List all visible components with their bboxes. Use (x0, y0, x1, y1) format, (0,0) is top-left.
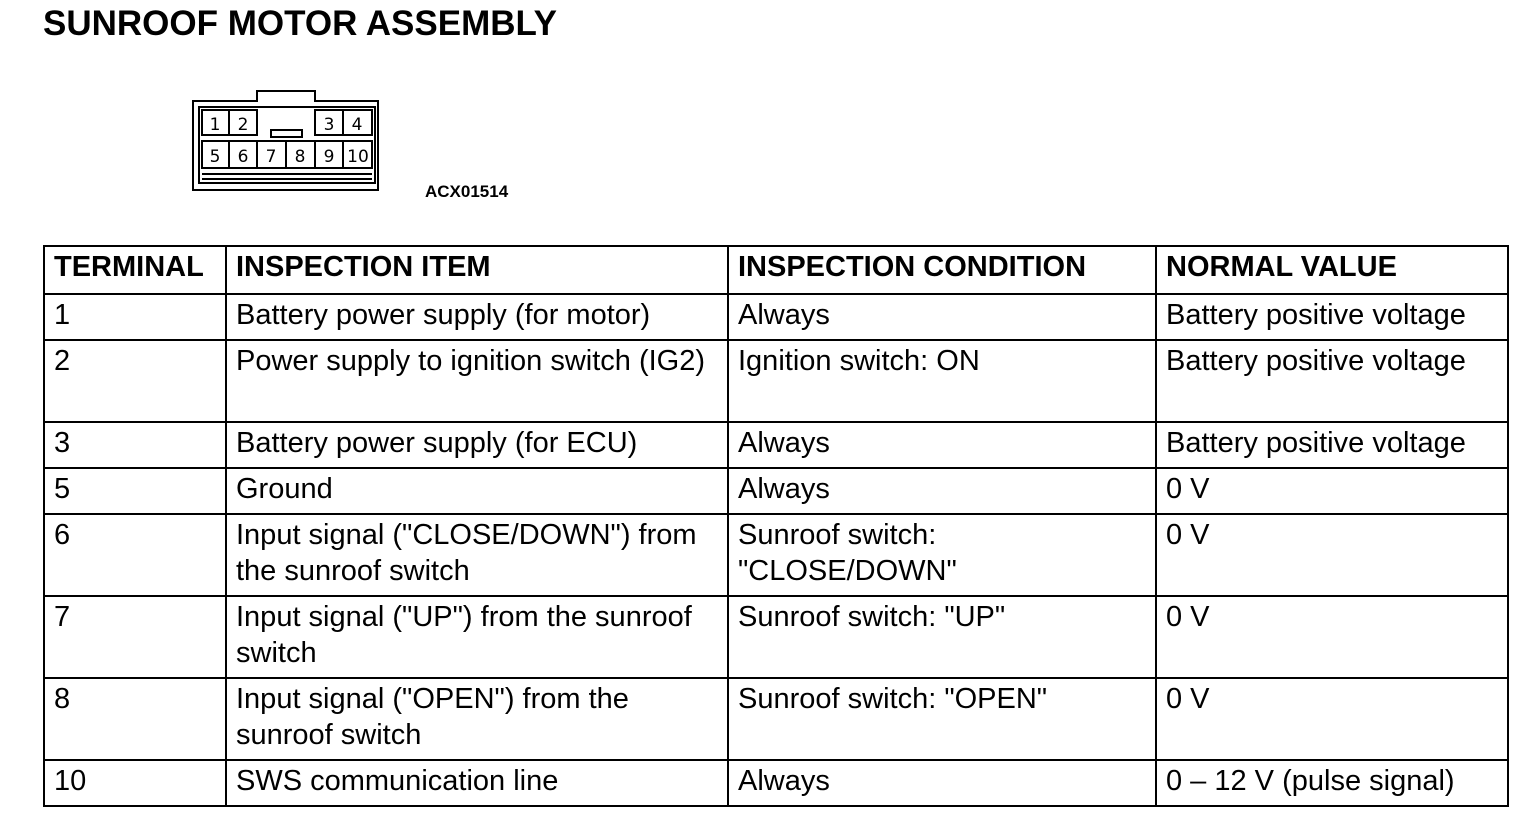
inspection-item-cell: Power supply to ignition switch (IG2) (226, 340, 728, 422)
table-row (44, 340, 1508, 422)
pin-label: 9 (323, 147, 335, 167)
inspection-condition-cell: Sunroof switch: "CLOSE/DOWN" (728, 514, 1156, 596)
figure-code: ACX01514 (425, 182, 509, 201)
normal-value-cell: Battery positive voltage (1156, 422, 1508, 468)
inspection-condition-cell: Always (728, 468, 1156, 514)
terminal-cell: 8 (44, 678, 226, 760)
page-title: SUNROOF MOTOR ASSEMBLY (43, 4, 558, 43)
terminal-cell: 1 (44, 294, 226, 340)
inspection-item-cell: Ground (226, 468, 728, 514)
normal-value-cell: 0 – 12 V (pulse signal) (1156, 760, 1508, 806)
pin-label: 1 (209, 115, 221, 135)
inspection-item-cell: Battery power supply (for motor) (226, 294, 728, 340)
pin-label: 4 (351, 115, 363, 135)
pin-label: 6 (237, 147, 249, 167)
terminal-cell: 3 (44, 422, 226, 468)
normal-value-cell: 0 V (1156, 468, 1508, 514)
normal-value-cell: Battery positive voltage (1156, 294, 1508, 340)
inspection-item-cell: SWS communication line (226, 760, 728, 806)
normal-value-cell: 0 V (1156, 678, 1508, 760)
connector-diagram (190, 88, 382, 194)
table-row (44, 294, 1508, 340)
inspection-condition-cell: Always (728, 422, 1156, 468)
inspection-item-cell: Input signal ("OPEN") from the sunroof switch (226, 678, 728, 760)
terminal-cell: 6 (44, 514, 226, 596)
pin-label: 3 (323, 115, 335, 135)
pin-label: 8 (294, 147, 306, 167)
table-row (44, 422, 1508, 468)
inspection-item-cell: Input signal ("CLOSE/DOWN") from the sunroof switch (226, 514, 728, 596)
table-row (44, 678, 1508, 760)
pin-label: 10 (347, 147, 369, 167)
connector-key (271, 130, 302, 137)
pin-label: 5 (209, 147, 221, 167)
inspection-condition-cell: Sunroof switch: "UP" (728, 596, 1156, 678)
header-terminal: TERMINAL (44, 246, 226, 294)
terminal-inspection-table (43, 245, 1509, 807)
inspection-condition-cell: Ignition switch: ON (728, 340, 1156, 422)
table-row (44, 514, 1508, 596)
inspection-condition-cell: Sunroof switch: "OPEN" (728, 678, 1156, 760)
pin-label: 7 (265, 147, 277, 167)
terminal-cell: 5 (44, 468, 226, 514)
terminal-cell: 7 (44, 596, 226, 678)
inspection-condition-cell: Always (728, 760, 1156, 806)
header-inspection-condition: INSPECTION CONDITION (728, 246, 1156, 294)
pin-label: 2 (237, 115, 249, 135)
header-inspection-item: INSPECTION ITEM (226, 246, 728, 294)
terminal-cell: 10 (44, 760, 226, 806)
normal-value-cell: Battery positive voltage (1156, 340, 1508, 422)
table-row (44, 468, 1508, 514)
normal-value-cell: 0 V (1156, 514, 1508, 596)
table-row (44, 596, 1508, 678)
table-header-row (44, 246, 1508, 294)
normal-value-cell: 0 V (1156, 596, 1508, 678)
header-normal-value: NORMAL VALUE (1156, 246, 1508, 294)
inspection-item-cell: Input signal ("UP") from the sunroof switch (226, 596, 728, 678)
inspection-item-cell: Battery power supply (for ECU) (226, 422, 728, 468)
terminal-cell: 2 (44, 340, 226, 422)
inspection-condition-cell: Always (728, 294, 1156, 340)
table-row (44, 760, 1508, 806)
